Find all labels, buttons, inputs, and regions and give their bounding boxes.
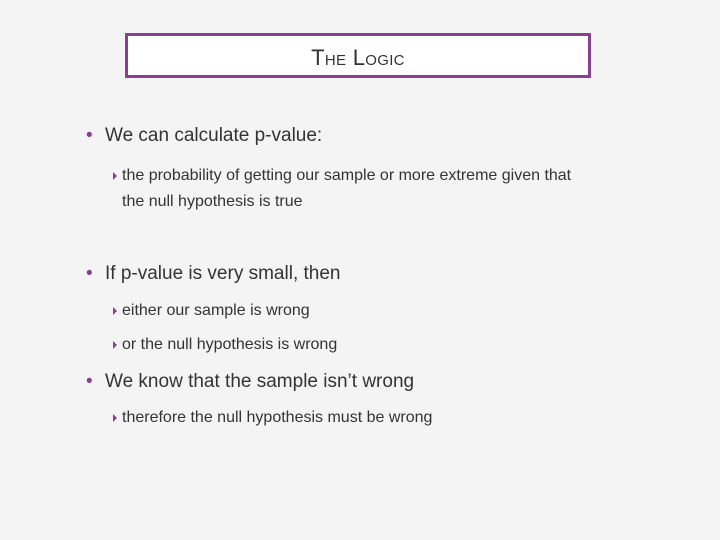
slide-title: The Logic bbox=[311, 44, 405, 70]
bullet-dot-icon: • bbox=[86, 371, 93, 392]
bullet-dot-icon: • bbox=[86, 125, 93, 146]
bullet-item bbox=[86, 262, 340, 286]
sub-bullet-text: either our sample is wrong bbox=[122, 302, 310, 319]
sub-bullet-text: or the null hypothesis is wrong bbox=[122, 336, 338, 353]
bullet-item bbox=[86, 124, 322, 148]
sub-bullet-item bbox=[113, 163, 582, 215]
sub-bullet-triangle-icon bbox=[113, 341, 122, 349]
sub-bullet-text: therefore the null hypothesis must be wrong bbox=[122, 409, 433, 426]
sub-bullet-text: the probability of getting our sample or more extreme given that the null hypothesis is true bbox=[122, 167, 572, 210]
bullet-dot-icon: • bbox=[86, 263, 93, 284]
sub-bullet-item bbox=[113, 298, 310, 324]
bullet-text: We can calculate p-value: bbox=[105, 125, 323, 146]
sub-bullet-triangle-icon bbox=[113, 307, 122, 315]
sub-bullet-item bbox=[113, 332, 337, 358]
sub-bullet-triangle-icon bbox=[113, 172, 122, 180]
title-box bbox=[125, 33, 591, 78]
bullet-item bbox=[86, 370, 414, 394]
sub-bullet-triangle-icon bbox=[113, 414, 122, 422]
sub-bullet-item bbox=[113, 405, 432, 431]
bullet-text: We know that the sample isn’t wrong bbox=[105, 371, 415, 392]
bullet-text: If p-value is very small, then bbox=[105, 263, 341, 284]
